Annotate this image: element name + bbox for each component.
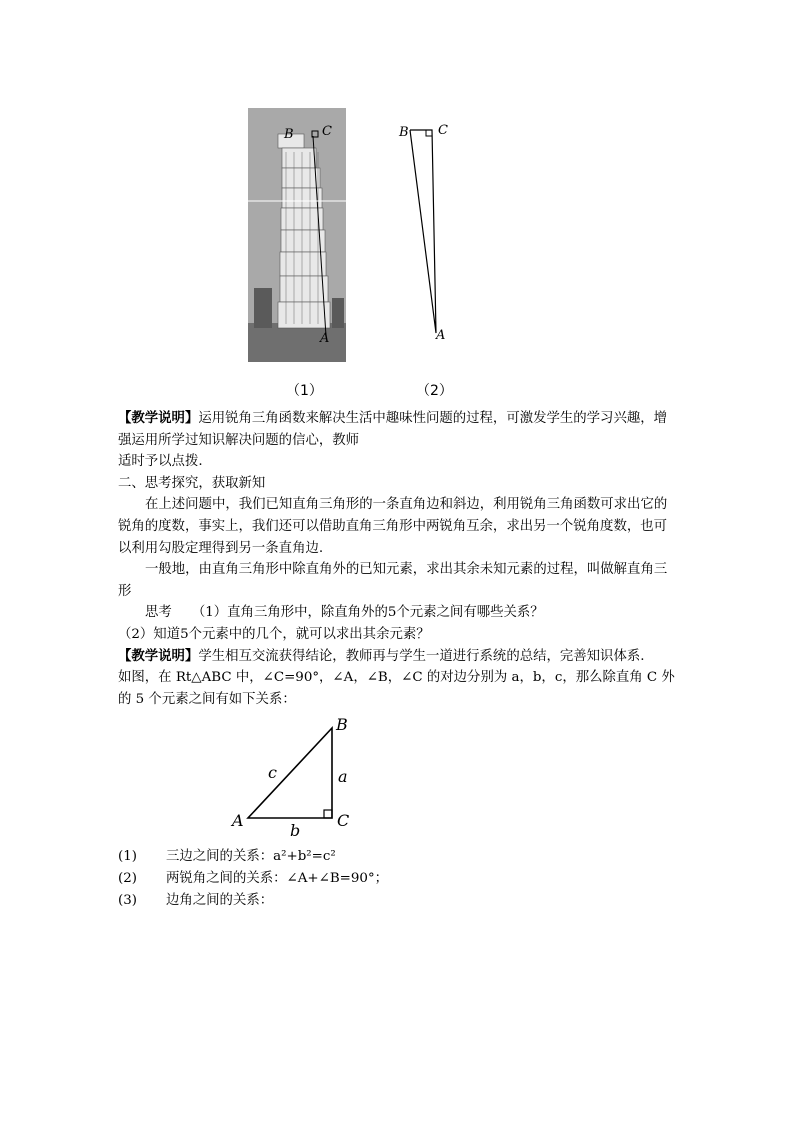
diagram-label-c: C: [438, 123, 448, 138]
caption-1: （1）: [286, 383, 323, 399]
teaching-note-text-2: 学生相互交流获得结论，教师再与学生一道进行系统的总结，完善知识体系.: [198, 648, 645, 664]
relation-number: (3): [118, 893, 137, 908]
body-text: [118, 408, 678, 710]
photo-label-c: C: [322, 124, 332, 139]
paragraph-think-2: （2）知道5个元素中的几个，就可以求出其余元素？: [118, 626, 430, 642]
paragraph-teaching-note-1: [118, 408, 678, 451]
relation-number: (2): [118, 871, 137, 886]
diagram-label-b: B: [399, 125, 409, 140]
relation-number: (1): [118, 849, 137, 864]
vertex-b: B: [336, 715, 348, 734]
paragraph-definition: 一般地，由直角三角形中除直角外的已知元素，求出其余未知元素的过程，叫做解直角三形: [118, 562, 668, 599]
teaching-note-text: 运用锐角三角函数来解决生活中趣味性问题的过程，可激发学生的学习兴趣，增强运用所学过知识解决问题的信心，教师: [118, 411, 668, 448]
paragraph-teaching-note-cont: 适时予以点拨.: [118, 454, 203, 470]
photo-label-a: A: [320, 331, 330, 346]
teaching-note-label: 【教学说明】: [118, 410, 199, 426]
relation-item: [118, 890, 678, 912]
paragraph-think-1: 思考 （1）直角三角形中，除直角外的5个元素之间有哪些关系？: [145, 605, 544, 621]
relations-list: [118, 846, 678, 912]
tower-photo: [248, 108, 346, 362]
teaching-note-label-2: 【教学说明】: [118, 647, 199, 664]
paragraph-teaching-note-2: [118, 646, 678, 668]
paragraph-triangle-intro: 如图，在 Rt△ABC 中，∠C=90°，∠A，∠B，∠C 的对边分别为 a，b，c，那么除直角 C 外的 5 个元素之间有如下关系：: [118, 670, 675, 707]
caption-2: （2）: [416, 383, 453, 399]
paragraph-explore: 在上述问题中，我们已知直角三角形的一条直角边和斜边，利用锐角三角函数可求出它的锐角的度数，事实上，我们还可以借助直角三角形中两锐角互余，求出另一个锐角度数，也可以利用勾股定理得到另一条直角边.: [118, 497, 668, 556]
relation-text: 三边之间的关系：a²+b²=c²: [166, 849, 336, 864]
side-c: c: [268, 763, 277, 782]
relation-item: [118, 868, 678, 890]
photo-label-b: B: [284, 127, 294, 142]
right-triangle-figure: [228, 712, 368, 842]
vertex-a: A: [232, 811, 244, 830]
relation-text: 边角之间的关系：: [166, 893, 274, 908]
diagram-label-a: A: [436, 328, 446, 343]
side-b: b: [290, 821, 301, 840]
relation-text: 两锐角之间的关系：∠A+∠B=90°；: [166, 871, 389, 886]
vertex-c: C: [337, 811, 350, 830]
tower-diagram: [388, 108, 452, 362]
side-a: a: [338, 767, 348, 786]
relation-item: [118, 846, 678, 868]
section-heading: 二、思考探究，获取新知: [118, 475, 266, 491]
figure-leaning-tower: [248, 108, 452, 400]
